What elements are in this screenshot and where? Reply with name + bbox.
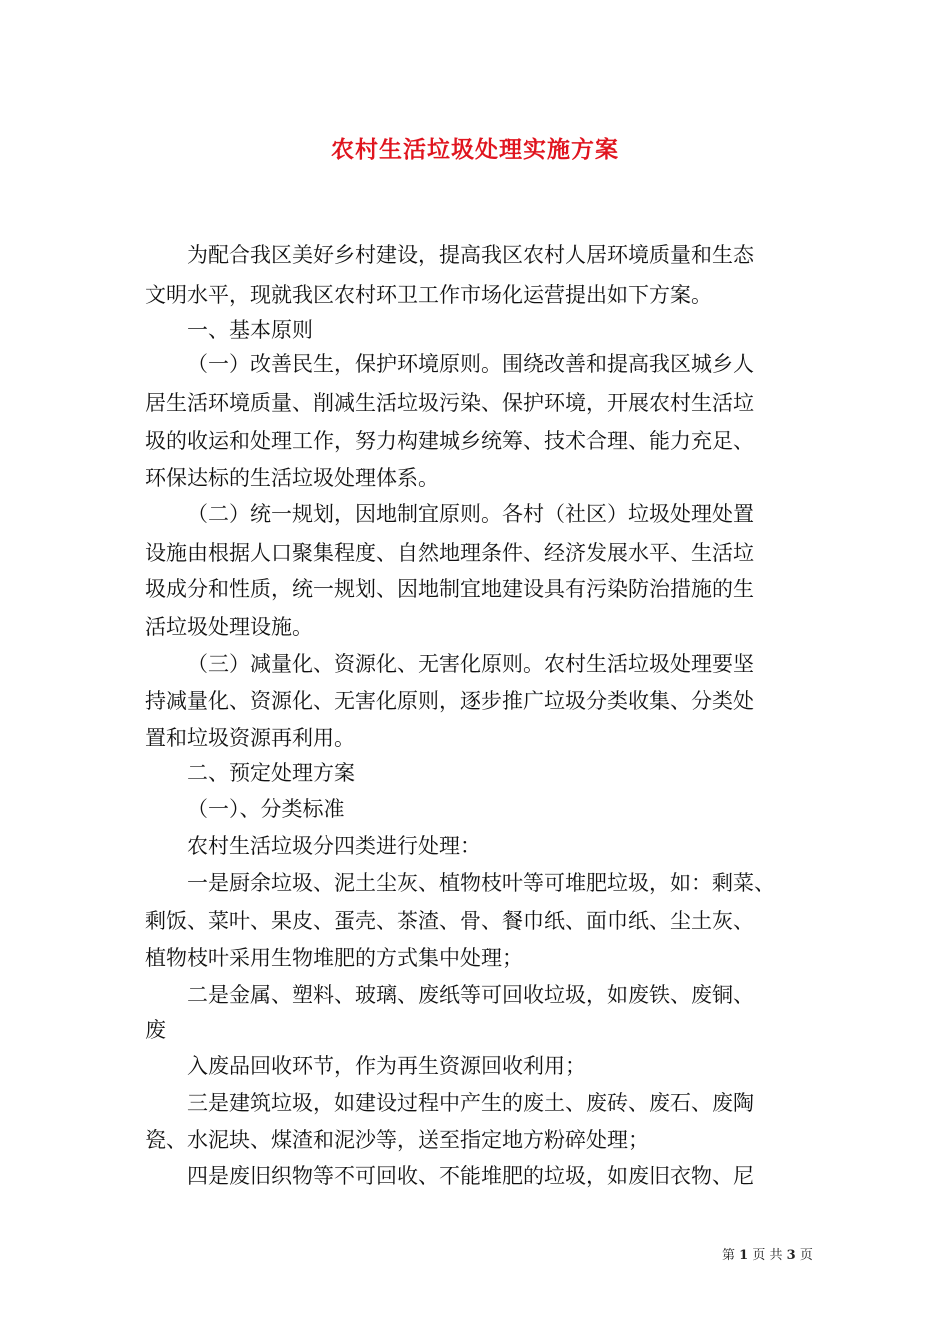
body-line: 圾的收运和处理工作，努力构建城乡统筹、技术合理、能力充足、 [145, 429, 754, 453]
body-line: 三是建筑垃圾，如建设过程中产生的废土、废砖、废石、废陶 [187, 1091, 754, 1115]
body-line: 二是金属、塑料、玻璃、废纸等可回收垃圾，如废铁、废铜、 [187, 983, 754, 1007]
body-line: 废 [145, 1018, 166, 1042]
body-line: 置和垃圾资源再利用。 [145, 726, 355, 750]
body-line: 为配合我区美好乡村建设，提高我区农村人居环境质量和生态 [187, 243, 754, 267]
body-line: 植物枝叶采用生物堆肥的方式集中处理； [145, 946, 523, 970]
footer-suffix: 页 [799, 1248, 813, 1263]
body-line: （一）改善民生，保护环境原则。围绕改善和提高我区城乡人 [187, 352, 754, 376]
page-footer [722, 1247, 813, 1265]
total-pages-number: 3 [786, 1248, 796, 1263]
body-line: 活垃圾处理设施。 [145, 615, 313, 639]
body-line: 圾成分和性质，统一规划、因地制宜地建设具有污染防治措施的生 [145, 577, 754, 601]
body-line: 文明水平，现就我区农村环卫工作市场化运营提出如下方案。 [145, 283, 712, 307]
document-title: 农村生活垃圾处理实施方案 [331, 136, 619, 163]
section-heading: 一、基本原则 [187, 318, 313, 342]
body-line: 入废品回收环节，作为再生资源回收利用； [187, 1054, 586, 1078]
body-line: 一是厨余垃圾、泥土尘灰、植物枝叶等可堆肥垃圾，如：剩菜、 [187, 871, 775, 895]
body-line: 居生活环境质量、削减生活垃圾污染、保护环境，开展农村生活垃 [145, 391, 754, 415]
footer-prefix: 第 [722, 1248, 736, 1263]
subsection-heading: （一）、分类标准 [187, 797, 345, 821]
body-line: 剩饭、菜叶、果皮、蛋壳、茶渣、骨、餐巾纸、面巾纸、尘土灰、 [145, 909, 754, 933]
footer-middle: 页 共 [752, 1248, 783, 1263]
body-line: 环保达标的生活垃圾处理体系。 [145, 466, 439, 490]
body-line: 持减量化、资源化、无害化原则，逐步推广垃圾分类收集、分类处 [145, 689, 754, 713]
body-line: 瓷、水泥块、煤渣和泥沙等，送至指定地方粉碎处理； [145, 1128, 649, 1152]
current-page-number: 1 [739, 1248, 749, 1263]
section-heading: 二、预定处理方案 [187, 761, 355, 785]
body-line: 设施由根据人口聚集程度、自然地理条件、经济发展水平、生活垃 [145, 541, 754, 565]
body-line: 四是废旧织物等不可回收、不能堆肥的垃圾，如废旧衣物、尼 [187, 1164, 754, 1188]
body-line: （二）统一规划，因地制宜原则。各村（社区）垃圾处理处置 [187, 502, 754, 526]
body-line: 农村生活垃圾分四类进行处理： [187, 834, 481, 858]
body-line: （三）减量化、资源化、无害化原则。农村生活垃圾处理要坚 [187, 652, 754, 676]
